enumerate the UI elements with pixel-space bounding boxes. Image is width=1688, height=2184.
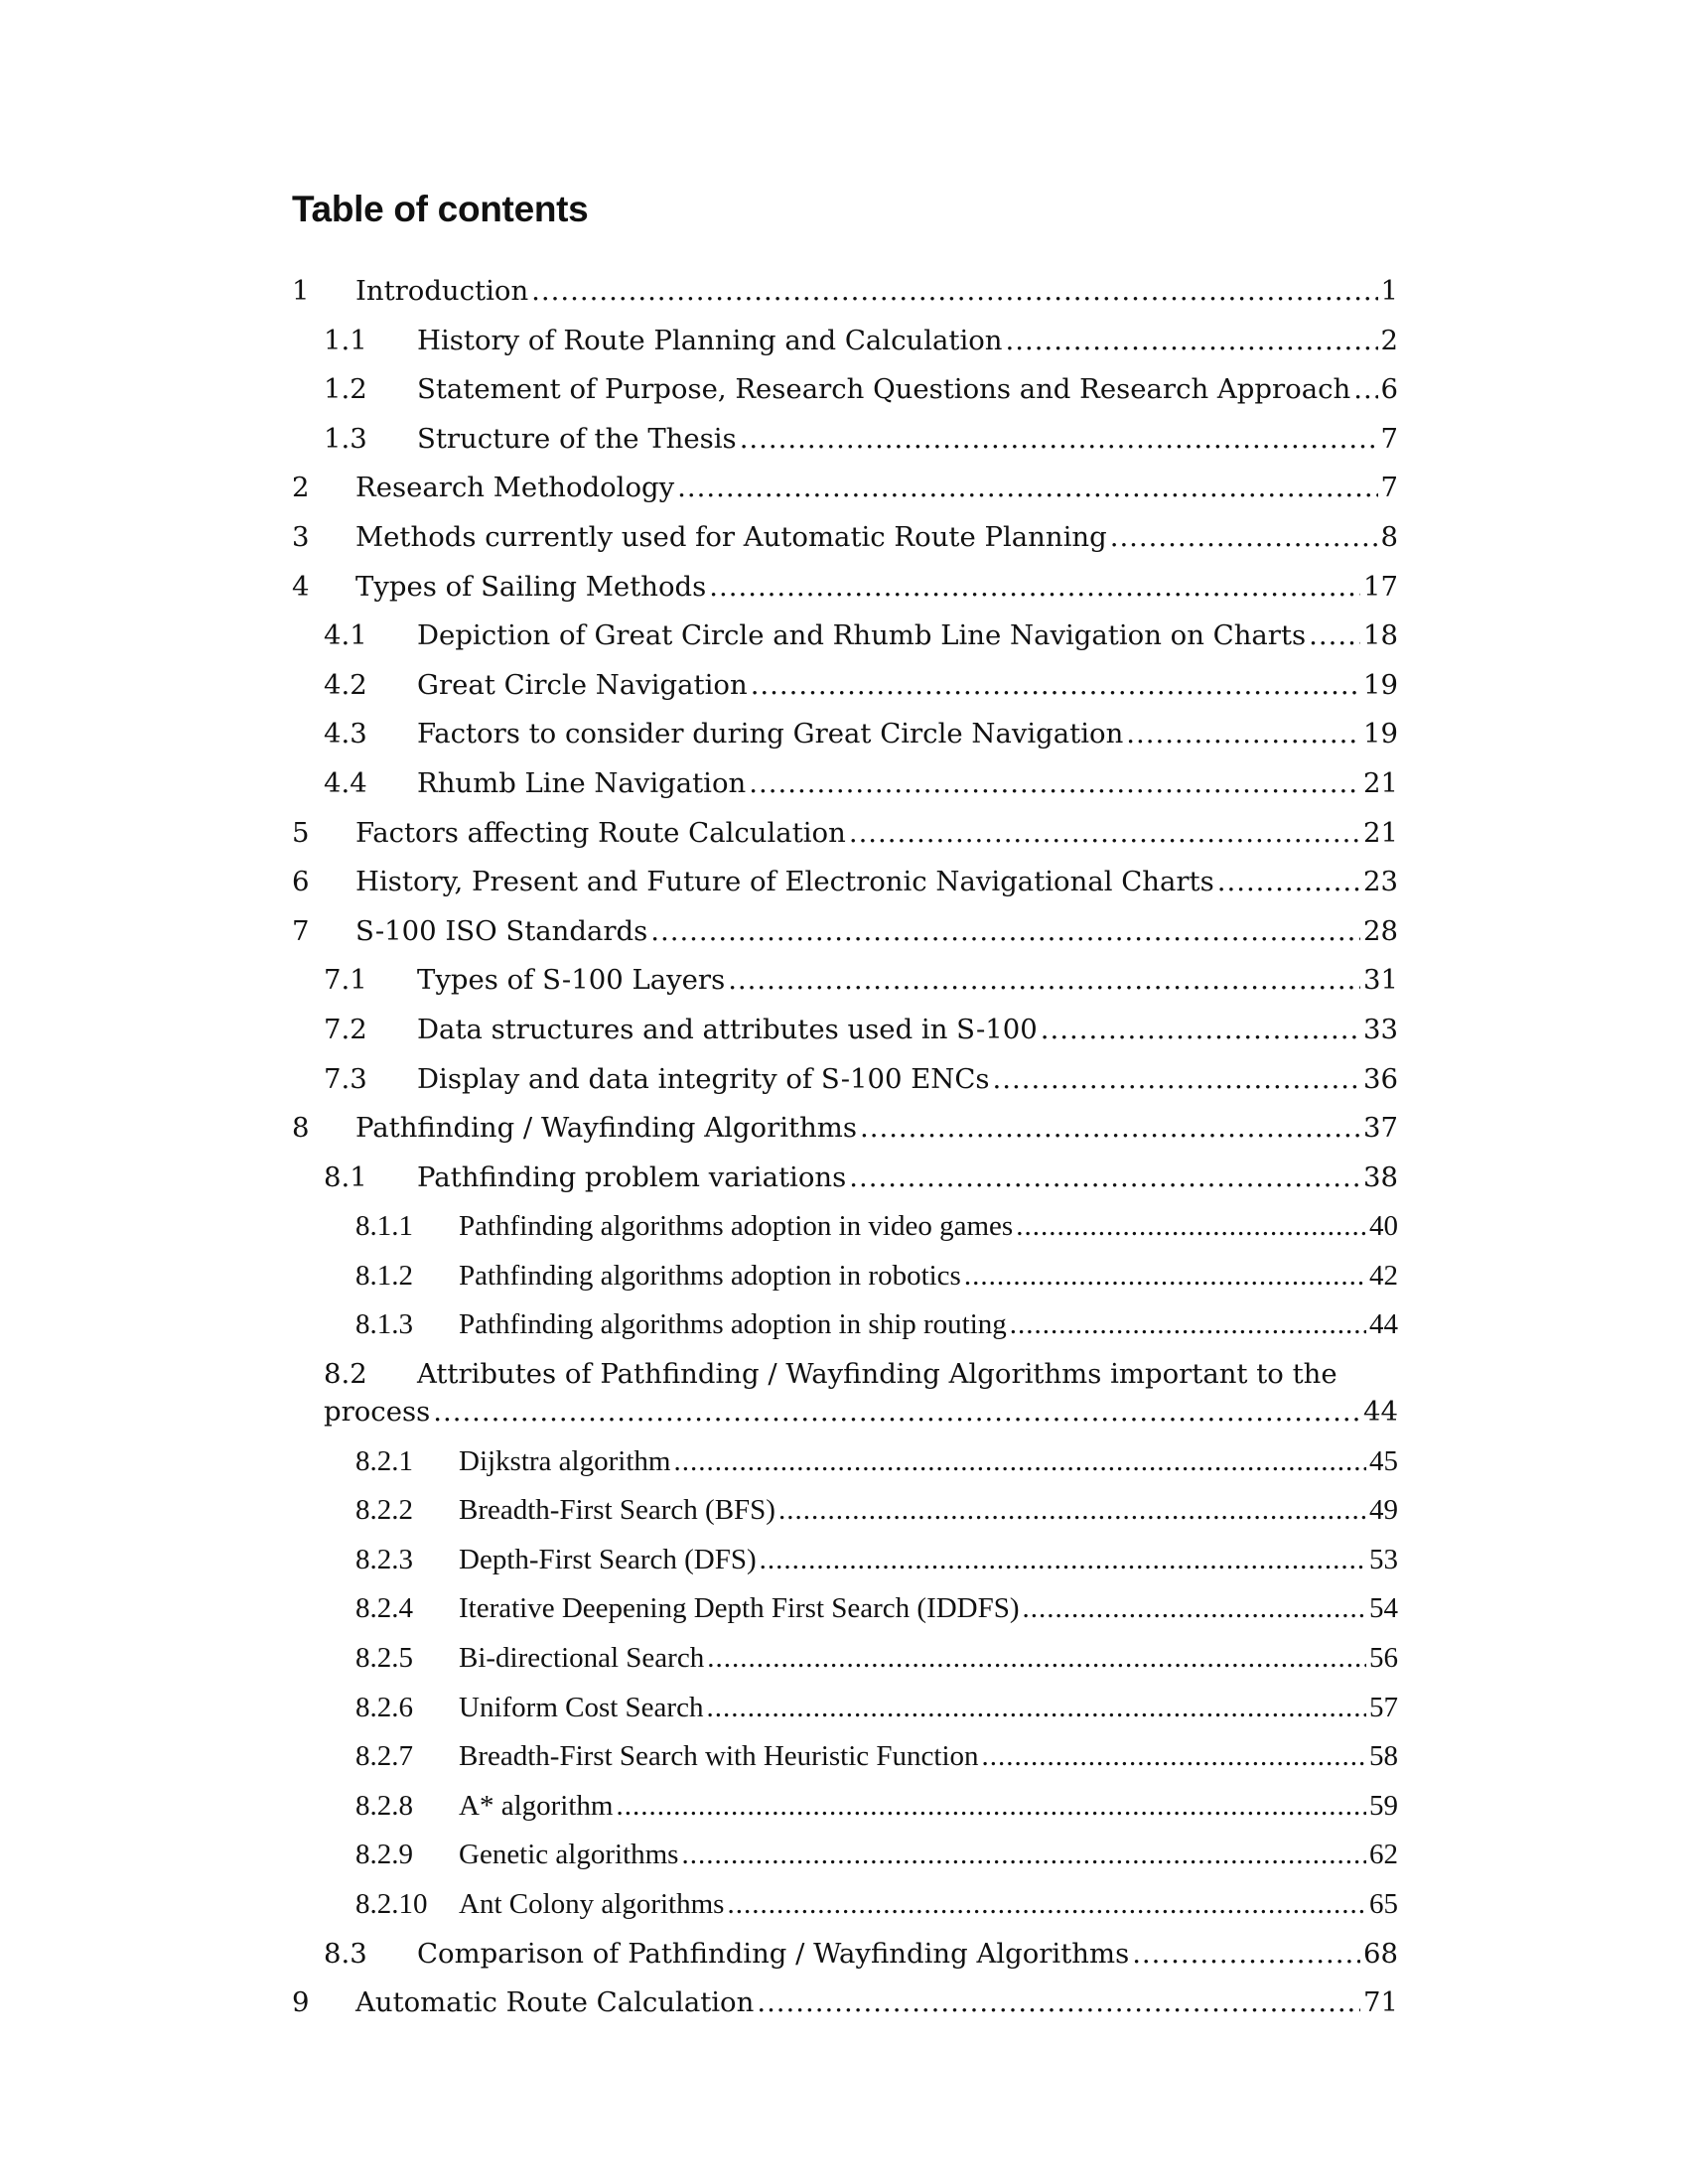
- toc-leader-dots: [982, 1740, 1366, 1773]
- toc-entry-page: 23: [1363, 866, 1398, 898]
- toc-entry[interactable]: [292, 1740, 1398, 1790]
- toc-leader-dots: [860, 1112, 1360, 1144]
- toc-list: [292, 275, 1398, 2036]
- toc-entry-title: Genetic algorithms: [459, 1839, 679, 1871]
- toc-entry[interactable]: [292, 275, 1398, 325]
- toc-entry-title: Structure of the Thesis: [417, 422, 737, 455]
- toc-entry-title: Statement of Purpose, Research Questions and Research Approach: [417, 373, 1351, 406]
- toc-entry-number: 8.2.10: [355, 1888, 428, 1920]
- toc-entry-number: 9: [292, 1986, 310, 2019]
- toc-entry[interactable]: [292, 1494, 1398, 1544]
- toc-entry-page: 28: [1363, 914, 1398, 947]
- toc-entry[interactable]: [292, 1161, 1398, 1211]
- toc-entry[interactable]: [292, 1692, 1398, 1741]
- toc-entry-title: Research Methodology: [355, 472, 675, 504]
- toc-entry[interactable]: [292, 1112, 1398, 1161]
- toc-entry-title: Comparison of Pathfinding / Wayfinding Algorithms: [417, 1937, 1130, 1970]
- toc-entry-number: 8.2.6: [355, 1691, 413, 1723]
- toc-leader-dots: [681, 1839, 1366, 1871]
- toc-entry-number: 8.2.4: [355, 1592, 413, 1625]
- toc-entry-page: 56: [1369, 1642, 1398, 1675]
- toc-entry-title: Rhumb Line Navigation: [417, 766, 747, 799]
- toc-entry-title: Uniform Cost Search: [459, 1691, 704, 1723]
- toc-entry-number: 1.3: [324, 422, 367, 455]
- toc-leader-dots: [849, 817, 1360, 849]
- toc-entry-page: 37: [1363, 1112, 1398, 1145]
- toc-entry[interactable]: [292, 423, 1398, 473]
- toc-entry[interactable]: [292, 1445, 1398, 1495]
- toc-entry-page: 68: [1363, 1937, 1398, 1970]
- toc-entry-title: A* algorithm: [459, 1789, 614, 1822]
- toc-leader-dots: [1010, 1308, 1366, 1341]
- toc-entry-title: Automatic Route Calculation: [355, 1986, 755, 2019]
- toc-entry-page: 36: [1363, 1062, 1398, 1095]
- toc-leader-dots: [650, 915, 1360, 947]
- toc-entry[interactable]: [292, 521, 1398, 571]
- toc-entry-number: 3: [292, 520, 310, 553]
- toc-entry-page: 65: [1369, 1888, 1398, 1920]
- toc-entry-number: 7.1: [324, 964, 367, 997]
- toc-entry[interactable]: [292, 325, 1398, 374]
- toc-leader-dots: [1309, 619, 1360, 651]
- page-title: Table of contents: [292, 189, 589, 229]
- toc-leader-dots: [964, 1260, 1366, 1293]
- toc-leader-dots: [760, 1544, 1366, 1576]
- toc-entry-title: Depth-First Search (DFS): [459, 1543, 757, 1575]
- toc-entry[interactable]: [292, 1888, 1398, 1938]
- toc-entry-number: 8.1.2: [355, 1259, 413, 1292]
- toc-entry-page: 1: [1380, 275, 1398, 307]
- toc-entry-number: 8.2.5: [355, 1642, 413, 1675]
- toc-leader-dots: [706, 1692, 1366, 1724]
- toc-entry-page: 33: [1363, 1013, 1398, 1045]
- toc-entry[interactable]: [292, 1592, 1398, 1642]
- toc-leader-dots: [778, 1494, 1366, 1527]
- toc-entry-number: 7: [292, 914, 310, 947]
- toc-leader-dots: [1132, 1938, 1360, 1970]
- toc-entry-title: Factors affecting Route Calculation: [355, 816, 846, 849]
- toc-entry-number: 4.4: [324, 766, 367, 799]
- toc-leader-dots: [727, 1888, 1366, 1921]
- toc-entry-title: Pathfinding algorithms adoption in video games: [459, 1210, 1014, 1243]
- toc-entry-page: 40: [1369, 1210, 1398, 1243]
- toc-leader-dots: [849, 1161, 1360, 1193]
- toc-entry-page: 21: [1363, 816, 1398, 849]
- toc-entry-title: Attributes of Pathfinding / Wayfinding Algorithms important to the: [417, 1358, 1337, 1391]
- toc-entry-page: 53: [1369, 1543, 1398, 1575]
- toc-entry[interactable]: [292, 1938, 1398, 1987]
- toc-entry-number: 8.2.7: [355, 1740, 413, 1773]
- toc-leader-dots: [1016, 1210, 1366, 1243]
- toc-leader-dots: [1023, 1592, 1366, 1625]
- toc-entry-title: Factors to consider during Great Circle Navigation: [417, 718, 1124, 751]
- toc-entry-page: 31: [1363, 964, 1398, 997]
- toc-entry-title: Pathfinding / Wayfinding Algorithms: [355, 1112, 857, 1145]
- toc-entry-number: 8.3: [324, 1937, 367, 1970]
- toc-entry-title: Breadth-First Search (BFS): [459, 1494, 775, 1527]
- toc-entry[interactable]: [292, 1358, 1398, 1445]
- toc-leader-dots: [433, 1396, 1360, 1428]
- toc-leader-dots: [749, 767, 1360, 799]
- toc-entry-number: 6: [292, 866, 310, 898]
- toc-entry-page: 17: [1363, 570, 1398, 603]
- toc-leader-dots: [751, 669, 1360, 701]
- toc-entry[interactable]: [292, 571, 1398, 620]
- toc-entry-page: 7: [1380, 472, 1398, 504]
- toc-entry-number: 8.1: [324, 1160, 367, 1193]
- toc-leader-dots: [1126, 718, 1360, 750]
- toc-entry-number: 5: [292, 816, 310, 849]
- toc-entry[interactable]: [292, 1642, 1398, 1692]
- toc-entry-number: 1.1: [324, 324, 367, 356]
- toc-entry-title: Ant Colony algorithms: [459, 1888, 725, 1920]
- toc-entry-page: 6: [1380, 373, 1398, 406]
- toc-entry-page: 19: [1363, 668, 1398, 701]
- toc-leader-dots: [707, 1642, 1366, 1675]
- toc-entry-title: Pathfinding algorithms adoption in ship routing: [459, 1308, 1007, 1341]
- toc-entry-title: Depiction of Great Circle and Rhumb Line Navigation on Charts: [417, 619, 1307, 652]
- toc-leader-dots: [1217, 866, 1360, 897]
- toc-entry[interactable]: [292, 718, 1398, 767]
- toc-entry[interactable]: [292, 817, 1398, 867]
- toc-entry-number: 7.3: [324, 1062, 367, 1095]
- toc-entry-number: 1.2: [324, 373, 367, 406]
- toc-entry-page: 71: [1363, 1986, 1398, 2019]
- toc-entry-title: Pathfinding algorithms adoption in robotics: [459, 1259, 961, 1292]
- toc-entry-number: 4.1: [324, 619, 367, 652]
- toc-entry-title: Introduction: [355, 275, 529, 307]
- toc-entry-number: 8.2.1: [355, 1444, 413, 1477]
- toc-entry[interactable]: [292, 866, 1398, 915]
- toc-entry-title: S-100 ISO Standards: [355, 914, 648, 947]
- toc-entry-page: 44: [1363, 1396, 1398, 1429]
- toc-entry-page: 54: [1369, 1592, 1398, 1625]
- toc-entry-title: Types of Sailing Methods: [355, 570, 707, 603]
- toc-entry[interactable]: [292, 1308, 1398, 1358]
- toc-entry-page: 45: [1369, 1444, 1398, 1477]
- toc-entry-page: 2: [1380, 324, 1398, 356]
- toc-entry-title: Methods currently used for Automatic Route Planning: [355, 520, 1107, 553]
- toc-entry[interactable]: [292, 964, 1398, 1014]
- toc-entry[interactable]: [292, 373, 1398, 423]
- toc-entry-title: Iterative Deepening Depth First Search (IDDFS): [459, 1592, 1020, 1625]
- toc-leader-dots: [1110, 521, 1378, 553]
- toc-entry[interactable]: [292, 1260, 1398, 1309]
- toc-leader-dots: [677, 472, 1377, 503]
- toc-entry[interactable]: [292, 915, 1398, 965]
- toc-entry-page: 62: [1369, 1839, 1398, 1871]
- toc-entry[interactable]: [292, 1986, 1398, 2036]
- toc-leader-dots: [728, 964, 1360, 996]
- toc-leader-dots: [616, 1790, 1366, 1823]
- toc-entry-title: History of Route Planning and Calculation: [417, 324, 1003, 356]
- toc-entry-title: Breadth-First Search with Heuristic Function: [459, 1740, 979, 1773]
- toc-entry-page: 18: [1363, 619, 1398, 652]
- toc-leader-dots: [531, 275, 1377, 307]
- toc-entry-title: Great Circle Navigation: [417, 668, 748, 701]
- toc-entry-number: 8.2.8: [355, 1789, 413, 1822]
- toc-entry-page: 7: [1380, 422, 1398, 455]
- toc-leader-dots: [1041, 1014, 1360, 1045]
- toc-entry-number: 8.1.3: [355, 1308, 413, 1341]
- toc-entry-page: 38: [1363, 1160, 1398, 1193]
- toc-entry-title: History, Present and Future of Electronic Navigational Charts: [355, 866, 1214, 898]
- toc-entry-page: 57: [1369, 1691, 1398, 1723]
- toc-entry[interactable]: [292, 1839, 1398, 1888]
- toc-entry-page: 8: [1380, 520, 1398, 553]
- toc-entry-page: 49: [1369, 1494, 1398, 1527]
- toc-entry-title: Dijkstra algorithm: [459, 1444, 671, 1477]
- toc-entry[interactable]: [292, 1544, 1398, 1593]
- toc-entry-page: 19: [1363, 718, 1398, 751]
- toc-leader-dots: [709, 571, 1360, 603]
- toc-entry[interactable]: [292, 669, 1398, 719]
- toc-entry-number: 8.2.3: [355, 1543, 413, 1575]
- toc-entry-title: Display and data integrity of S-100 ENCs: [417, 1062, 990, 1095]
- toc-entry-number: 4: [292, 570, 310, 603]
- toc-entry-number: 2: [292, 472, 310, 504]
- toc-entry-number: 4.3: [324, 718, 367, 751]
- toc-entry-number: 8.1.1: [355, 1210, 413, 1243]
- toc-entry[interactable]: [292, 1014, 1398, 1063]
- toc-leader-dots: [673, 1445, 1366, 1478]
- toc-entry-title: Bi-directional Search: [459, 1642, 705, 1675]
- toc-entry-title-continued: process: [324, 1396, 431, 1429]
- toc-entry[interactable]: [292, 1063, 1398, 1113]
- toc-entry-title: Data structures and attributes used in S-100: [417, 1013, 1038, 1045]
- toc-entry-number: 4.2: [324, 668, 367, 701]
- toc-entry-number: 8.2.9: [355, 1839, 413, 1871]
- toc-entry-page: 42: [1369, 1259, 1398, 1292]
- toc-entry[interactable]: [292, 472, 1398, 521]
- toc-entry-page: 21: [1363, 766, 1398, 799]
- toc-entry-page: 58: [1369, 1740, 1398, 1773]
- toc-entry[interactable]: [292, 767, 1398, 817]
- toc-entry[interactable]: [292, 1210, 1398, 1260]
- toc-entry-number: 7.2: [324, 1013, 367, 1045]
- toc-leader-dots: [1006, 325, 1378, 356]
- toc-entry[interactable]: [292, 619, 1398, 669]
- toc-entry-page: 59: [1369, 1789, 1398, 1822]
- toc-entry[interactable]: [292, 1790, 1398, 1840]
- toc-leader-dots: [993, 1063, 1360, 1095]
- toc-entry-title: Types of S-100 Layers: [417, 964, 726, 997]
- toc-entry-number: 8.2.2: [355, 1494, 413, 1527]
- toc-leader-dots: [1353, 373, 1377, 405]
- toc-leader-dots: [740, 423, 1378, 455]
- toc-entry-number: 1: [292, 275, 310, 307]
- toc-entry-title: Pathfinding problem variations: [417, 1160, 847, 1193]
- toc-leader-dots: [757, 1986, 1360, 2018]
- toc-entry-number: 8.2: [324, 1358, 367, 1391]
- toc-entry-page: 44: [1369, 1308, 1398, 1341]
- toc-entry-number: 8: [292, 1112, 310, 1145]
